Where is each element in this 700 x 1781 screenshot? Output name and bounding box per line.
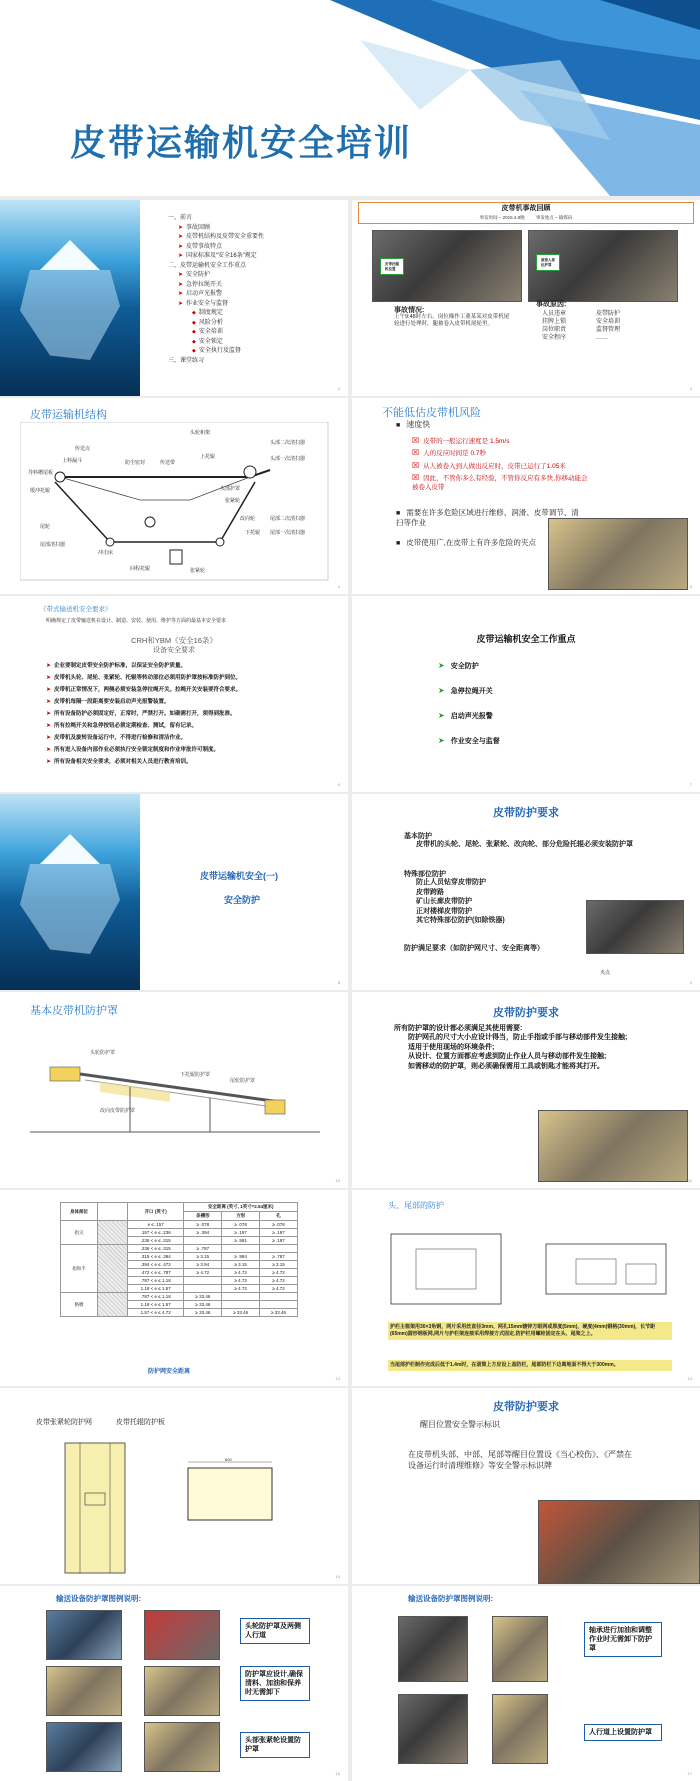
body-part: 胳膊 <box>61 1293 98 1317</box>
table-cell: ≥ 4.72 <box>260 1277 298 1285</box>
warning-text: 在皮带机头部、中部、尾部等醒目位置设《当心校伤》、《严禁在设备运行时清理维修》等安全警示标识牌 <box>408 1450 632 1470</box>
structure-label: 导料槽尾板 <box>28 470 54 476</box>
slide-title: 基本皮带机防护罩 <box>30 1005 118 1017</box>
table-cell: .157 < e ≤ .236 <box>127 1229 183 1237</box>
tension-drawing <box>60 1438 130 1578</box>
toc-item: 一、前言 <box>168 215 193 221</box>
example-photo-9 <box>398 1694 468 1764</box>
pinch-caption: 夹点 <box>600 970 611 976</box>
table-cell <box>184 1277 222 1285</box>
cause-item: 监督管理 <box>596 327 621 334</box>
idler-drawing <box>180 1458 280 1528</box>
toc-item: ◆ 安全执行及监督 <box>168 347 264 357</box>
case-text: 上午9:48时左右，岗位操作工董某某对皮带机尾轮进行处理时，腿被卷入皮带机尾轮里。 <box>394 314 510 328</box>
slide-focus <box>352 596 700 792</box>
table-cell: ≥ .197 <box>222 1229 260 1237</box>
photo-label-1: 皮带托辊机位置 <box>380 258 404 275</box>
table-cell: ≥ .394 <box>184 1229 222 1237</box>
toc-item: ➤ 作业安全与监督 <box>168 300 264 310</box>
table-caption: 防护网安全距离 <box>148 1369 191 1375</box>
table-row <box>61 1293 298 1301</box>
guard-diagram <box>30 1032 320 1142</box>
standard-title: 《带式输送机安全要求》 <box>40 606 112 613</box>
structure-label: 冲击床 <box>98 550 114 556</box>
focus-item: ➤ 急停拉绳开关 <box>438 679 500 704</box>
worker-photo <box>548 518 688 590</box>
example-photo-1 <box>46 1610 122 1660</box>
callout-tension: 头部张紧轮设置防护罩 <box>240 1732 310 1758</box>
table-cell: ≥ .787 <box>184 1245 222 1253</box>
design-line: 从设计、位置方面都应考虑到防止作业人员与移动部件发生接触; <box>408 1053 607 1061</box>
structure-label: 头部二次清扫器 <box>270 440 306 446</box>
table-cell: e ≤ .157 <box>127 1221 183 1229</box>
speed-point: ■ 速度快 <box>396 420 430 431</box>
accident-place: 事发地点 – 输煤码 <box>535 215 573 220</box>
rule-item: ➤ 皮带机每隔一段距离要安装启动声光报警装置。 <box>46 696 336 708</box>
slide-number: 15 <box>687 1574 692 1579</box>
risk-point: ☒ 皮带的一般运行速度是 1.5m/s <box>412 436 592 446</box>
body-part: 指尖 <box>61 1221 98 1245</box>
slide-number: 6 <box>337 782 340 787</box>
slide-structure <box>0 398 348 594</box>
table-cell: ≥ .787 <box>260 1253 298 1261</box>
label-head-guard: 头轮防护罩 <box>90 1050 116 1056</box>
structure-label: 尾部清扫器 <box>40 542 66 548</box>
table-cell: ≥ .078 <box>184 1221 222 1229</box>
table-cell <box>260 1245 298 1253</box>
design-line: 如需移动的防护罩，则必须确保需用工具或钥匙才能将其打开。 <box>408 1062 604 1070</box>
structure-label: 头部护罩 <box>220 486 241 492</box>
cause-item: 安全培训 <box>596 319 621 326</box>
focus-item: ➤ 作业安全与监督 <box>438 729 500 754</box>
section-sub: 安全防护 <box>224 895 261 905</box>
slide-title: 输送设备防护罩图例说明: <box>408 1594 493 1603</box>
example-photo-6 <box>144 1722 220 1772</box>
table-cell: ≥ 3.15 <box>184 1253 222 1261</box>
callout-walkway: 人行道上设置防护罩 <box>584 1724 662 1741</box>
slide-number: 7 <box>689 782 692 787</box>
slide-number: 5 <box>689 584 692 589</box>
head-tail-drawing <box>386 1224 686 1314</box>
toc-item: ◆ 安全锁定 <box>168 338 264 348</box>
table-cell: 1.57 < e ≤ 4.72 <box>127 1309 183 1317</box>
slide-standard <box>0 596 348 792</box>
special-list <box>416 878 505 926</box>
table-cell <box>184 1285 222 1293</box>
table-cell: .394 < e ≤ .472 <box>127 1261 183 1269</box>
focus-item: ➤ 启动声光报警 <box>438 704 500 729</box>
structure-label: 传送点 <box>75 446 91 452</box>
special-item: 防止人员钻穿皮带防护 <box>416 879 486 886</box>
slide-number: 9 <box>689 980 692 985</box>
slide-head-tail <box>352 1190 700 1386</box>
cover-title: 皮带运输机安全培训 <box>70 122 413 163</box>
table-cell: ≥ .078 <box>222 1221 260 1229</box>
toc-item: ➤ 皮带事故特点 <box>168 243 264 253</box>
rules-list <box>46 660 336 768</box>
table-cell <box>222 1245 260 1253</box>
table-cell: ≥ 33.46 <box>184 1309 222 1317</box>
dimension-label: 600 <box>225 1458 232 1462</box>
slide-number: 2 <box>337 386 340 391</box>
slide-tension-guard <box>0 1388 348 1584</box>
frame-note: 护栏主框架用30×3角钢，网片采用丝直径3mm、网孔15mm镀锌方眼网或厚度(5mm)，硬度(4mm)钢格(30mm)，长节距(65mm)圆形钢板网,网片与护栏架连接采用焊接方式固定,防护栏用螺栓固定在头、尾架之上。 <box>388 1322 672 1340</box>
table-cell: ≥ 33.46 <box>260 1309 298 1317</box>
table-cell: .787 < e ≤ 1.18 <box>127 1277 183 1285</box>
special-item: 正对楼梯皮带防护 <box>416 907 472 915</box>
example-photo-4 <box>144 1666 220 1716</box>
callout-head-guard: 头轮防护罩及两侧人行道 <box>240 1618 310 1644</box>
table-cell: ≥ .197 <box>260 1229 298 1237</box>
toc-item: ◆ 风险分析 <box>168 319 264 329</box>
table-cell: ≥ .984 <box>222 1253 260 1261</box>
slide-number: 3 <box>689 386 692 391</box>
slide-guard-examples-1 <box>0 1586 348 1781</box>
safety-distance-table <box>60 1202 298 1317</box>
example-photo-10 <box>492 1694 548 1764</box>
slide-basic-guard <box>0 992 348 1188</box>
basic-text: 皮带机的头轮、尾轮、张紧轮、改向轮、部分危险托辊必须安装防护罩 <box>416 841 633 848</box>
structure-label: 张紧轮 <box>225 498 241 504</box>
toc-item: ➤ 皮带机结构及皮带安全重要性 <box>168 233 264 243</box>
rule-item: ➤ 企业要制定皮带安全防护标准，以保证安全防护质量。 <box>46 660 336 672</box>
toc-item: ➤ 国家标准及“安全16条”规定 <box>168 252 264 262</box>
body-part-illustration <box>97 1221 127 1245</box>
table-cell: .315 < e ≤ .394 <box>127 1253 183 1261</box>
table-cell <box>260 1301 298 1309</box>
table-subheader: 孔 <box>260 1212 298 1221</box>
slide-toc <box>0 200 348 396</box>
risk-point: ☒ 人的反应时间是 0.7秒 <box>412 448 592 458</box>
rule-item: ➤ 所有拉绳开关和急停按钮必须定期检查、测试，留有记录。 <box>46 720 336 732</box>
toc-item: ➤ 启动声光报警 <box>168 290 264 300</box>
pinch-photo <box>586 900 684 954</box>
slide-accident <box>352 200 700 396</box>
special-item: 皮带跨路 <box>416 888 444 896</box>
table-cell: .472 < e ≤ .787 <box>127 1269 183 1277</box>
body-part-illustration <box>97 1293 127 1317</box>
table-cell: ≥ 3.15 <box>222 1261 260 1269</box>
structure-label: 下托辊 <box>245 530 261 536</box>
slide-title: 皮带运输机结构 <box>30 409 107 421</box>
sign-photo <box>538 1500 700 1584</box>
accident-header <box>358 202 694 224</box>
design-list <box>394 1024 690 1071</box>
special-item: 矿山长廊皮带防护 <box>416 898 472 905</box>
height-note: 当尾部护栏制作完成后低于1.4m时，在滚筒上方应设上盖防栏，尾部防栏下边离地面不得大于300mm。 <box>388 1360 672 1371</box>
sixteen-title: CRH和YBM《安全16条》 <box>131 636 217 645</box>
table-cell: ≥ 4.72 <box>222 1269 260 1277</box>
structure-label: 缓冲托辊 <box>30 488 51 494</box>
causes-right <box>596 310 620 342</box>
table-cell: .787 < e ≤ 1.18 <box>127 1293 183 1301</box>
case-title: 事故情况: <box>394 307 425 314</box>
example-photo-8 <box>492 1616 548 1682</box>
idler-label: 皮带托辊防护板 <box>116 1419 165 1426</box>
photo-label-2: 被卷入部位护罩 <box>536 254 560 271</box>
slide-number: 16 <box>335 1771 340 1776</box>
structure-label: 防尘密封 <box>125 460 146 466</box>
slide-number: 8 <box>337 980 340 985</box>
causes-left <box>542 310 566 342</box>
design-line: 所有防护罩的设计都必须满足其使用需要: <box>394 1025 523 1032</box>
risk-point: ☒ 从人被卷入到人做出反应时，皮带已运行了1.05米 <box>412 461 592 471</box>
slide-distance-table <box>0 1190 348 1386</box>
structure-label: 上料漏斗 <box>62 458 83 464</box>
cause-item: 岗位职责 <box>542 327 567 334</box>
table-cell: ≥ 33.46 <box>222 1309 260 1317</box>
slide-number: 10 <box>335 1178 340 1183</box>
rule-item: ➤ 所有进入设备内部作业必须执行安全锁定制度和作业审批许可制度。 <box>46 744 336 756</box>
section-title: 皮带运输机安全(一) <box>200 871 278 881</box>
label-lower-roller: 下托辊防护罩 <box>180 1072 211 1078</box>
example-photo-2 <box>144 1610 220 1660</box>
table-header <box>97 1203 127 1221</box>
basic-title: 基本防护 <box>404 833 432 840</box>
example-photo-3 <box>46 1666 122 1716</box>
slide-guard-examples-2 <box>352 1586 700 1781</box>
structure-label: 尾部二次清扫器 <box>270 516 306 522</box>
structure-label: 传送带 <box>160 460 176 466</box>
warning-sub: 醒目位置安全警示标识 <box>420 1420 500 1429</box>
table-cell: .236 < e ≤ .315 <box>127 1237 183 1245</box>
slide-title: 皮带防护要求 <box>493 1007 559 1019</box>
risk-points <box>412 436 592 494</box>
label-tail-guard: 尾轮防护罩 <box>230 1078 256 1084</box>
cause-item: 皮带防护 <box>596 311 621 317</box>
example-photo-5 <box>46 1722 122 1772</box>
example-photo-7 <box>398 1616 468 1682</box>
table-row <box>61 1245 298 1253</box>
callout-design: 防护罩应设计,确保清料、加油和保养时无需卸下 <box>240 1666 310 1701</box>
structure-label: 头部一次清扫器 <box>270 456 306 462</box>
slide-section1 <box>0 794 348 990</box>
rule-item: ➤ 所有设备相关安全要求，必须对相关人员进行教育培训。 <box>46 756 336 768</box>
table-cell: ≥ 4.72 <box>184 1269 222 1277</box>
risk-maintenance: ■ 需要在许多危险区域进行维修、润滑、皮带调节、清扫等作业 <box>396 508 586 529</box>
risk-point: ☒ 因此，不管你多么有经验，不管你反应有多快,你移动能会被卷入皮带 <box>412 473 592 492</box>
structure-label: 头轮和架 <box>190 430 211 436</box>
structure-label: 张紧轮 <box>190 568 206 574</box>
toc-list <box>168 214 264 366</box>
table-cell: 1.18 < e ≤ 1.57 <box>127 1285 183 1293</box>
table-cell: ≥ 3.15 <box>260 1261 298 1269</box>
slide-title: 头、尾部的防护 <box>388 1201 444 1210</box>
cause-item: 人员违章 <box>542 311 567 317</box>
table-cell <box>222 1293 260 1301</box>
table-cell: ≥ .078 <box>260 1221 298 1229</box>
cause-title: 事故原因: <box>536 301 567 308</box>
toc-item: ➤ 事故回顾 <box>168 224 264 234</box>
conveyor-diagram <box>20 422 330 582</box>
table-header: 开口 (英寸) <box>127 1203 183 1221</box>
structure-label: 上托辊 <box>200 454 216 460</box>
callout-bearing: 轴承进行加油和调整作业时无需卸下防护罩 <box>584 1622 662 1657</box>
risk-pinch: ■ 皮带使用广,在皮带上有许多危险的夹点 <box>396 538 576 548</box>
slide-number: 11 <box>687 1178 692 1183</box>
table-cell: ≥ 33.46 <box>184 1293 222 1301</box>
table-cell: .236 < e ≤ .315 <box>127 1245 183 1253</box>
toc-item: ◆ 制度规定 <box>168 309 264 319</box>
table-cell: ≥ 4.72 <box>260 1285 298 1293</box>
requirement-text: 防护满足要求（如防护网尺寸、安全距离等） <box>404 945 544 952</box>
design-line: 适用于使用现场的环境条件; <box>408 1043 495 1051</box>
slide-title: 不能低估皮带机风险 <box>382 407 481 419</box>
toc-item: 二、皮带运输机安全工作重点 <box>168 262 247 269</box>
toc-item: 三、课堂练习 <box>168 357 205 364</box>
slide-risk <box>352 398 700 594</box>
guard-photo <box>538 1110 688 1182</box>
table-cell <box>260 1293 298 1301</box>
iceberg-image <box>0 794 140 990</box>
table-cell: ≥ .197 <box>260 1237 298 1245</box>
structure-label: 尾部一次清扫器 <box>270 530 306 536</box>
slide-number: 4 <box>337 584 340 589</box>
slide-number: 13 <box>687 1376 692 1381</box>
toc-item: ➤ 安全防护 <box>168 271 264 281</box>
cover-decoration <box>0 0 700 196</box>
cause-item: 挂牌上锁 <box>542 319 567 326</box>
focus-item: ➤ 安全防护 <box>438 654 500 679</box>
iceberg-image <box>0 200 140 396</box>
cause-item: …… <box>596 335 608 342</box>
table-cell <box>222 1301 260 1309</box>
cover-slide <box>0 0 700 196</box>
table-cell: ≥ 4.72 <box>222 1285 260 1293</box>
rule-item: ➤ 皮带机正常情况下，两侧必须安装急停拉绳开关。拉绳开关安装要符合要求。 <box>46 684 336 696</box>
body-part: 指和手 <box>61 1245 98 1293</box>
label-bend-guard: 改向皮带防护罩 <box>100 1108 136 1114</box>
cause-item: 安全程序 <box>542 335 567 342</box>
slide-guard-design <box>352 992 700 1188</box>
special-title: 特殊部位防护 <box>404 871 446 878</box>
table-cell: ≥ 33.46 <box>184 1301 222 1309</box>
structure-label: 回程托辊 <box>130 566 151 572</box>
rule-item: ➤ 皮带机头轮、尾轮、张紧轮、托辊等转动部位必须用防护罩按标准防护到位。 <box>46 672 336 684</box>
standard-sub: 明确规定了皮带输送机在设计、制造、安装、使用、维护等方面的最基本安全要求 <box>46 618 227 624</box>
table-subheader: 条槽形 <box>184 1212 222 1221</box>
focus-title: 皮带运输机安全工作重点 <box>476 634 576 644</box>
special-item: 其它特殊部位防护(如除铁器) <box>416 917 505 924</box>
table-cell: ≥ 4.72 <box>260 1269 298 1277</box>
table-subheader: 方形 <box>222 1212 260 1221</box>
tension-label: 皮带张紧轮防护网 <box>36 1419 92 1426</box>
table-cell: 1.18 < e ≤ 1.57 <box>127 1301 183 1309</box>
slide-number: 14 <box>335 1574 340 1579</box>
accident-title: 皮带机事故回顾 <box>501 205 551 212</box>
table-cell: ≥ 4.72 <box>222 1277 260 1285</box>
focus-list <box>438 654 500 754</box>
table-cell: ≥ .591 <box>222 1237 260 1245</box>
table-header: 安全距离 (英寸, 1英寸=2.54厘米) <box>184 1203 298 1212</box>
slide-warning-signs <box>352 1388 700 1584</box>
toc-item: ➤ 急停拉绳开关 <box>168 281 264 291</box>
table-row <box>61 1221 298 1229</box>
sixteen-sub: 设备安全要求 <box>153 647 195 654</box>
slide-title: 皮带防护要求 <box>493 807 559 819</box>
slide-number: 12 <box>335 1376 340 1381</box>
slide-title: 输送设备防护罩图例说明: <box>56 1594 141 1603</box>
rule-item: ➤ 所有设备防护必须固定好，正常时，严禁打开。如确需打开，须得到批准。 <box>46 708 336 720</box>
slide-number: 17 <box>687 1771 692 1776</box>
structure-label: 改向轮 <box>240 516 256 522</box>
table-cell <box>184 1237 222 1245</box>
table-header: 身体部位 <box>61 1203 98 1221</box>
structure-label: 尾轮 <box>40 524 51 530</box>
toc-item: ◆ 安全培训 <box>168 328 264 338</box>
accident-time: 事发时间 – 2015.4.8晚 <box>479 215 525 220</box>
design-line: 防护网孔的尺寸大小应设计得当，防止手指或手部与移动部件发生接触; <box>408 1034 628 1042</box>
table-cell: ≥ 3.94 <box>184 1261 222 1269</box>
rule-item: ➤ 皮带机及旋转设备运行中，不得进行检修和清洁作业。 <box>46 732 336 744</box>
slide-guard-req <box>352 794 700 990</box>
body-part-illustration <box>97 1245 127 1293</box>
slide-title: 皮带防护要求 <box>493 1401 559 1413</box>
